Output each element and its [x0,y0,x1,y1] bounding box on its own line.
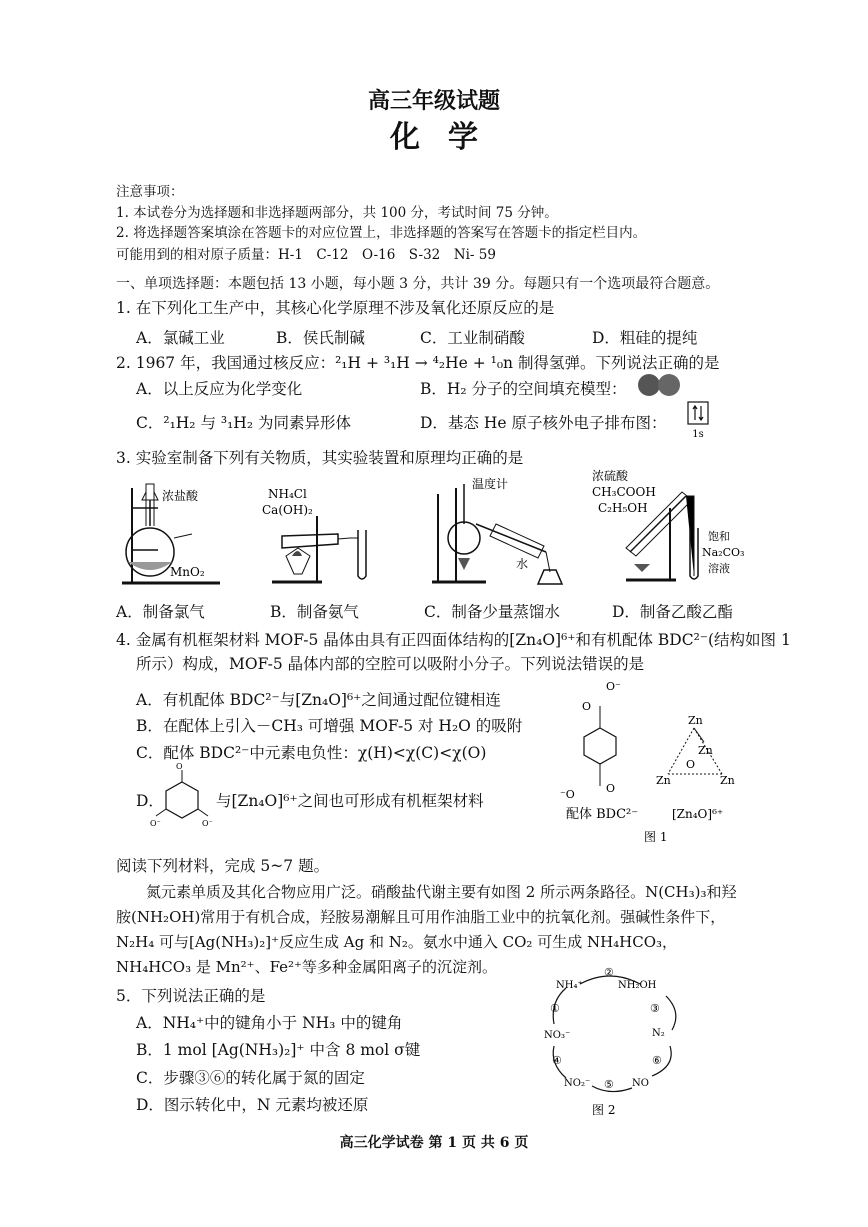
q2-option-b: B．H₂ 分子的空间填充模型： [420,380,627,398]
q2-option-d: D．基态 He 原子核外电子排布图： [420,414,667,432]
apparatus-c-thermometer: 温度计 [472,477,509,491]
notes-heading: 注意事项： [116,184,184,200]
he-orbital-diagram [686,400,712,440]
svg-text:Zn: Zn [698,744,713,757]
q5-option-a: A．NH₄⁺中的键角小于 NH₃ 中的键角 [136,1014,403,1032]
subject-title: 化学 [390,120,506,155]
q4-option-a: A．有机配体 BDC²⁻与[Zn₄O]⁶⁺之间通过配位键相连 [136,691,501,709]
fig1-bdc-label: 配体 BDC²⁻ [566,807,639,822]
apparatus-d-reagent-1: 浓硫酸 [592,469,629,483]
page-footer: 高三化学试卷 第 1 页 共 6 页 [339,1135,529,1151]
svg-text:⁻O: ⁻O [560,788,575,801]
fig2-node-no2: NO₂⁻ [564,1078,591,1089]
q2-stem-pre: 2. 1967 年，我国通过核反应： [116,354,336,372]
fig2-node-nh2oh: NH₂OH [618,980,657,991]
svg-text:O: O [606,782,616,795]
svg-text:O: O [176,762,183,771]
fig1-zn-label: [Zn₄O]⁶⁺ [672,807,724,821]
q4-option-c: C．配体 BDC²⁻中元素电负性：χ(H)<χ(C)<χ(O) [136,744,487,762]
fig1-caption: 图 1 [644,830,668,844]
fig2-node-nh4: NH₄⁺ [556,980,583,991]
apparatus-a-chlorine [110,478,240,590]
q2-stem-post: 制得氢弹。下列说法正确的是 [517,354,720,372]
q1-stem: 1. 在下列化工生产中，其核心化学原理不涉及氧化还原反应的是 [116,299,555,317]
figure-1 [554,676,754,846]
q3-stem: 3. 实验室制备下列有关物质，其实验装置和原理均正确的是 [116,449,524,467]
q1-option-d: D．粗硅的提纯 [592,329,698,347]
tricarboxylate-structure [146,760,218,836]
exam-title: 高三年级试题 [367,88,500,114]
q4-stem-line-1: 4. 金属有机框架材料 MOF-5 晶体由具有正四面体结构的[Zn₄O]⁶⁺和有机配体 BDC²⁻(结构如图 1 [116,631,791,649]
svg-text:Zn: Zn [656,774,671,787]
q5-option-b: B．1 mol [Ag(NH₃)₂]⁺ 中含 8 mol σ键 [136,1041,421,1059]
fig2-caption: 图 2 [592,1103,616,1117]
q2-option-a: A．以上反应为化学变化 [136,380,303,398]
apparatus-c-distillation [426,474,576,588]
apparatus-d-solution-1: 饱和 [708,530,730,543]
fig2-node-no3: NO₃⁻ [544,1030,571,1041]
svg-text:Zn: Zn [720,774,735,787]
fig2-step-5: ⑤ [604,1078,614,1091]
orbital-label: 1s [692,429,704,440]
fig2-step-3: ③ [650,1002,660,1015]
svg-text:O⁻: O⁻ [150,819,161,828]
q1-option-a: A．氯碱工业 [136,329,225,347]
q2-stem [116,351,720,373]
q3-option-b: B．制备氨气 [270,603,359,621]
q5-option-c: C．步骤③⑥的转化属于氮的固定 [136,1069,365,1087]
atomic-masses: 可能用到的相对原子质量：H-1 C-12 O-16 S-32 Ni- 59 [116,247,496,263]
q4-option-d-label: D． [136,792,164,810]
svg-text:O: O [686,758,696,771]
fig2-step-4: ④ [552,1054,562,1067]
apparatus-a-reagent: 浓盐酸 [162,489,199,503]
reading-paragraph: 氮元素单质及其化合物应用广泛。硝酸盐代谢主要有如图 2 所示两条路径。N(CH₃)₃和羟胺(NH₂OH)常用于有机合成，羟胺易潮解且可用作油脂工业中的抗氧化剂。强碱性条件下，N₂H₄ 可与[Ag(NH₃)₂]⁺反应生成 Ag 和 N₂。氨水中通入 CO₂ 可生成 NH₄HCO₃，NH₄HCO₃ 是 Mn²⁺、Fe²⁺等多种金属阳离子的沉淀剂。 [116,883,737,976]
q4-option-d-text: 与[Zn₄O]⁶⁺之间也可形成有机框架材料 [216,792,484,810]
apparatus-d-reagent-2: CH₃COOH [592,485,656,499]
apparatus-d-solution-3: 溶液 [708,562,730,575]
svg-text:Zn: Zn [688,714,703,727]
q1-option-c: C．工业制硝酸 [420,329,525,347]
svg-text:O: O [582,700,592,713]
q2-option-c: C．²₁H₂ 与 ³₁H₂ 为同素异形体 [136,414,351,432]
q2-reaction: ²₁H + ³₁H → ⁴₂He + ¹₀n [335,354,514,372]
q4-stem-line-2: 所示）构成，MOF-5 晶体内部的空腔可以吸附小分子。下列说法错误的是 [136,655,645,673]
apparatus-b-reagent-1: NH₄Cl [268,487,307,501]
reading-intro: 阅读下列材料，完成 5~7 题。 [116,857,330,875]
section-heading: 一、单项选择题：本题包括 13 小题，每小题 3 分，共计 39 分。每题只有一个选项最符合题意。 [116,276,720,292]
notes-line-2: 2. 将选择题答案填涂在答题卡的对应位置上，非选择题的答案写在答题卡的指定栏目内。 [116,225,647,241]
q4-option-b: B．在配体上引入－CH₃ 可增强 MOF-5 对 H₂O 的吸附 [136,717,523,735]
q1-option-b: B．侯氏制碱 [276,329,365,347]
figure-2-nitrogen-cycle [520,966,690,1118]
fig2-step-2: ② [604,966,614,979]
q5-stem: 5．下列说法正确的是 [116,987,266,1005]
fig2-node-n2: N₂ [652,1028,665,1039]
h2-space-filling-model [632,372,688,398]
apparatus-d-reagent-3: C₂H₅OH [598,501,648,515]
svg-text:O⁻: O⁻ [202,819,213,828]
fig2-step-6: ⑥ [652,1054,662,1067]
svg-text:O⁻: O⁻ [606,680,621,693]
apparatus-b-ammonia [262,486,382,590]
q3-option-a: A．制备氯气 [116,603,205,621]
apparatus-b-reagent-2: Ca(OH)₂ [262,503,313,517]
apparatus-d-ester [590,468,750,588]
apparatus-a-solid: MnO₂ [170,565,205,579]
q5-option-d: D．图示转化中，N 元素均被还原 [136,1096,369,1114]
fig2-step-1: ① [550,1002,560,1015]
apparatus-d-solution-2: Na₂CO₃ [702,546,745,559]
q3-option-c: C．制备少量蒸馏水 [424,603,560,621]
notes-line-1: 1. 本试卷分为选择题和非选择题两部分，共 100 分，考试时间 75 分钟。 [116,205,558,221]
fig2-node-no: NO [632,1078,649,1089]
q3-option-d: D．制备乙酸乙酯 [612,603,733,621]
apparatus-c-water: 水 [516,557,529,571]
